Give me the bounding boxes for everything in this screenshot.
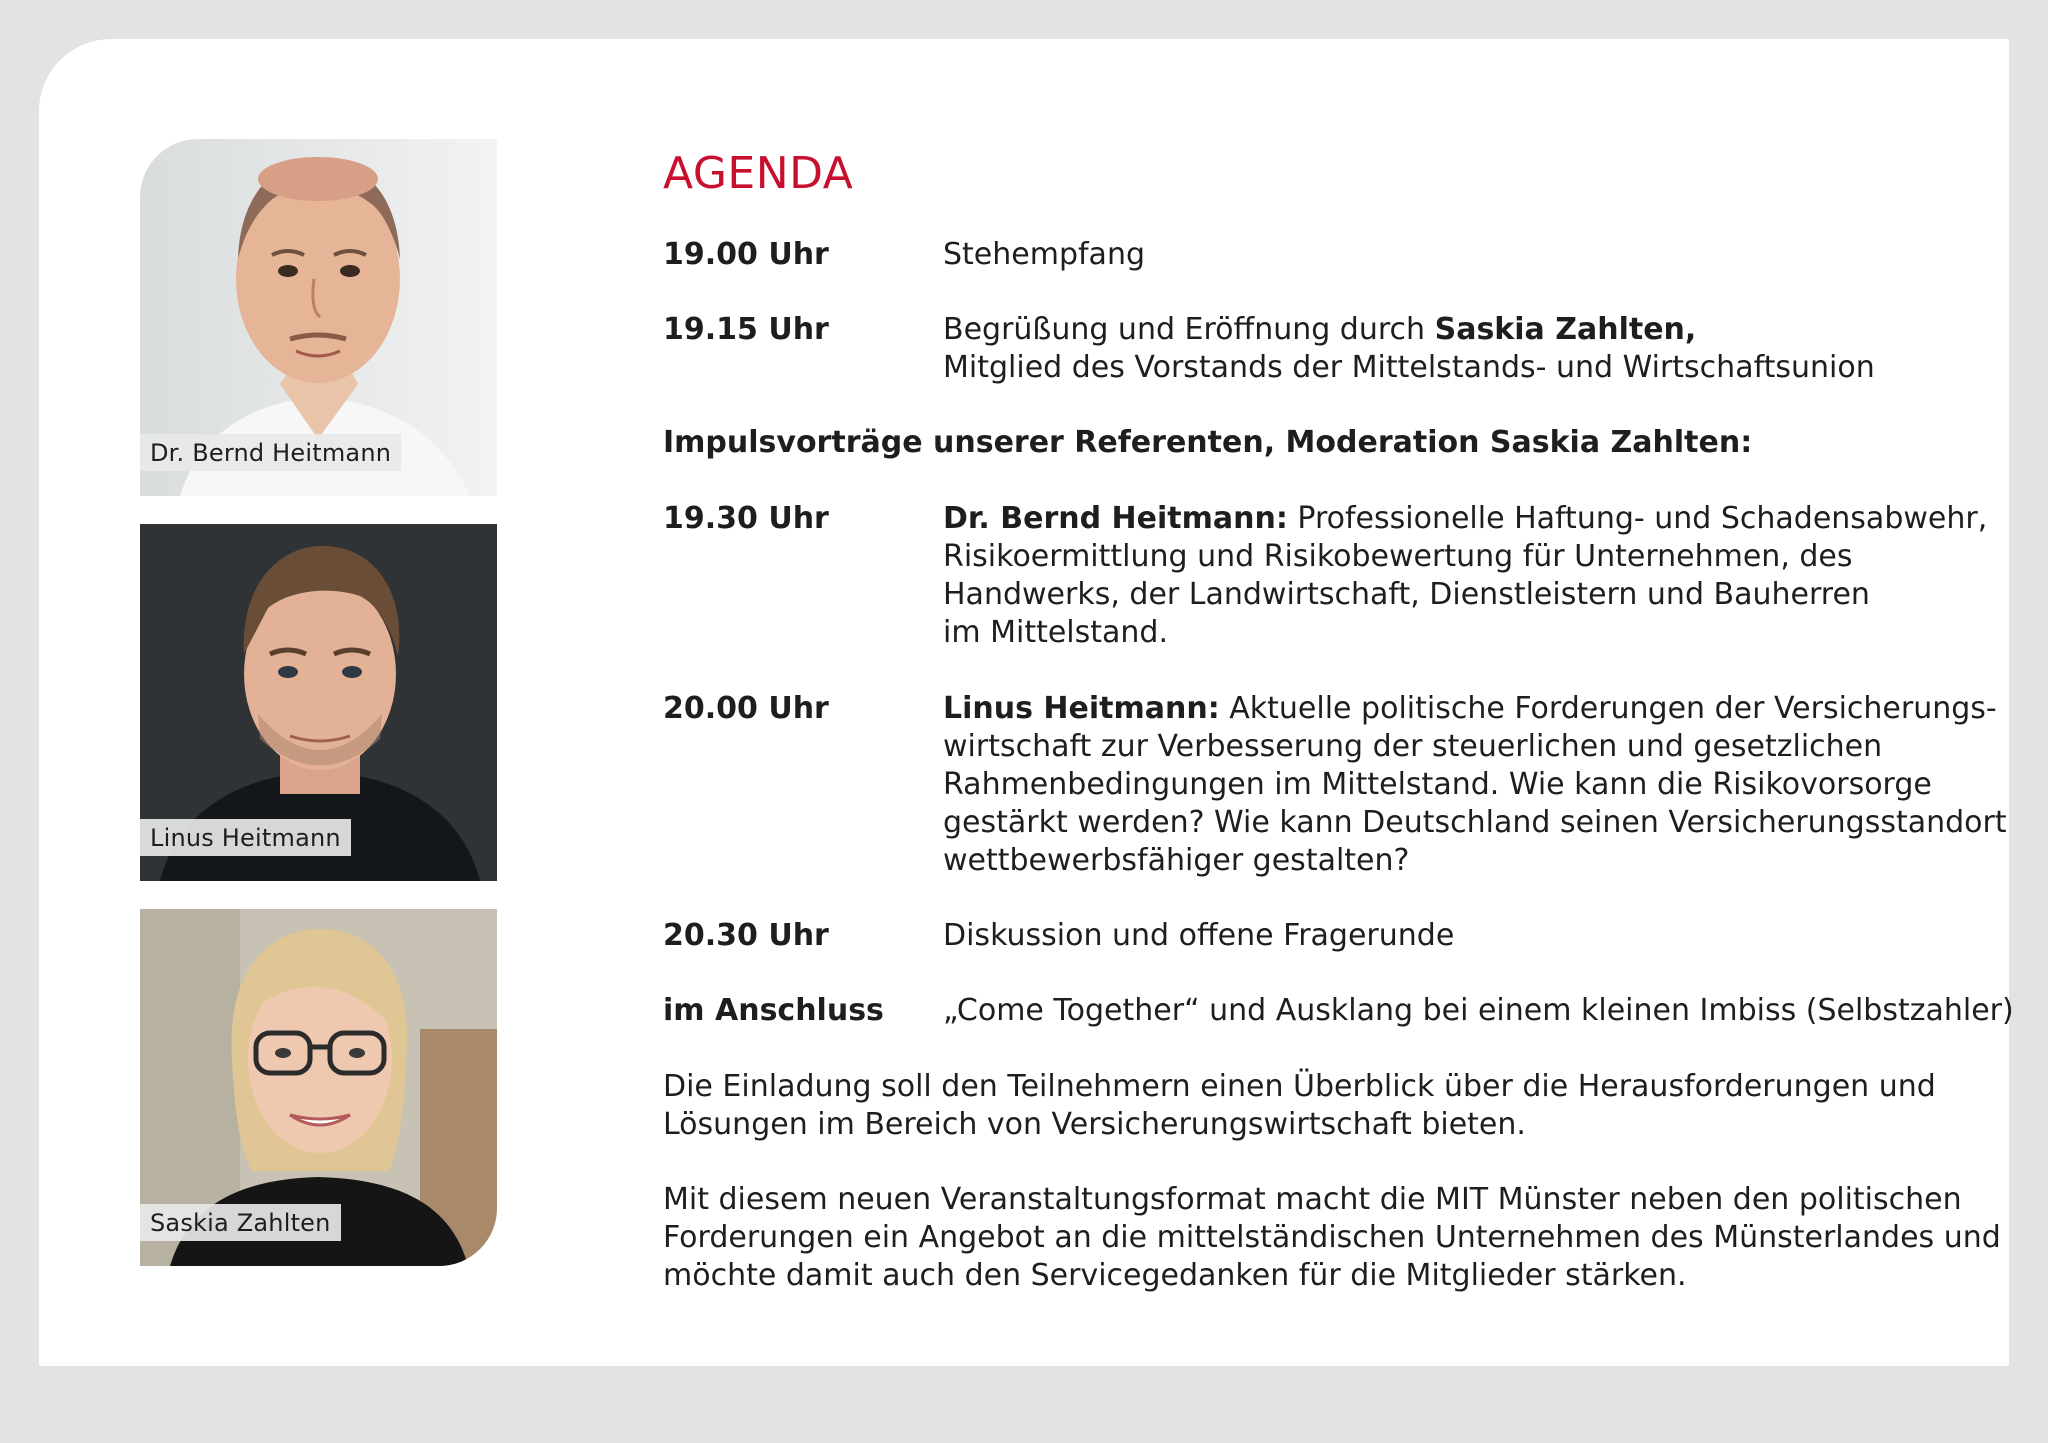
agenda-text: im Mittelstand.	[943, 615, 1168, 650]
agenda-time: im Anschluss	[663, 993, 884, 1028]
speaker-photo-saskia-zahlten	[140, 909, 497, 1266]
agenda-text: Professionelle Haftung- und Schadensabwehr,	[1287, 501, 1988, 536]
agenda-text: Aktuelle politische Forderungen der Versicherungs-	[1219, 691, 1997, 726]
speaker-name: Linus Heitmann:	[943, 691, 1220, 726]
agenda-description	[943, 992, 2014, 1030]
agenda-time: 20.00 Uhr	[663, 691, 829, 726]
agenda-text: Mitglied des Vorstands der Mittelstands- und Wirtschaftsunion	[943, 350, 1875, 385]
paragraph-line: möchte damit auch den Servicegedanken für die Mitglieder stärken.	[663, 1258, 1687, 1293]
agenda-time: 19.00 Uhr	[663, 237, 829, 272]
speaker-caption: Dr. Bernd Heitmann	[140, 434, 401, 471]
agenda-title: AGENDA	[663, 148, 854, 199]
agenda-time: 20.30 Uhr	[663, 918, 829, 953]
agenda-description	[943, 500, 1988, 652]
talks-intro: Impulsvorträge unserer Referenten, Moderation Saskia Zahlten:	[663, 425, 1753, 460]
agenda-time: 19.15 Uhr	[663, 312, 829, 347]
agenda-description	[943, 917, 1983, 955]
paragraph-line: Forderungen ein Angebot an die mittelständischen Unternehmen des Münsterlandes und	[663, 1220, 2001, 1255]
agenda-text: Diskussion und offene Fragerunde	[943, 918, 1455, 953]
invitation-paragraph	[663, 1068, 1983, 1144]
speaker-photo-linus-heitmann	[140, 524, 497, 881]
agenda-text: wirtschaft zur Verbesserung der steuerlichen und gesetzlichen	[943, 729, 1883, 764]
speaker-caption: Saskia Zahlten	[140, 1204, 341, 1241]
paragraph-line: Die Einladung soll den Teilnehmern einen Überblick über die Herausforderungen und	[663, 1069, 1936, 1104]
agenda-text: Begrüßung und Eröffnung durch	[943, 312, 1435, 347]
agenda-description	[943, 236, 1983, 274]
agenda-text-line	[943, 311, 1983, 349]
agenda-text: gestärkt werden? Wie kann Deutschland seinen Versicherungsstandort	[943, 805, 2007, 840]
agenda-text: wettbewerbsfähiger gestalten?	[943, 843, 1410, 878]
agenda-time: 19.30 Uhr	[663, 501, 829, 536]
agenda-text-line	[943, 500, 1988, 538]
agenda-text: „Come Together“ und Ausklang bei einem kleinen Imbiss (Selbstzahler)	[943, 993, 2014, 1028]
speaker-name: Dr. Bernd Heitmann:	[943, 501, 1288, 536]
agenda-text: Risikoermittlung und Risikobewertung für Unternehmen, des	[943, 539, 1853, 574]
agenda-description	[943, 690, 2007, 880]
paragraph-line: Lösungen im Bereich von Versicherungswirtschaft bieten.	[663, 1107, 1526, 1142]
agenda-text-line	[943, 690, 1997, 728]
agenda-text: Handwerks, der Landwirtschaft, Dienstleistern und Bauherren	[943, 577, 1870, 612]
invitation-paragraph	[663, 1181, 2001, 1295]
speaker-photo-bernd-heitmann	[140, 139, 497, 496]
paragraph-line: Mit diesem neuen Veranstaltungsformat macht die MIT Münster neben den politischen	[663, 1182, 1962, 1217]
agenda-text: Rahmenbedingungen im Mittelstand. Wie kann die Risikovorsorge	[943, 767, 1932, 802]
host-name: Saskia Zahlten,	[1434, 312, 1697, 347]
agenda-description	[943, 311, 1983, 387]
speaker-caption: Linus Heitmann	[140, 819, 351, 856]
agenda-text: Stehempfang	[943, 237, 1146, 272]
